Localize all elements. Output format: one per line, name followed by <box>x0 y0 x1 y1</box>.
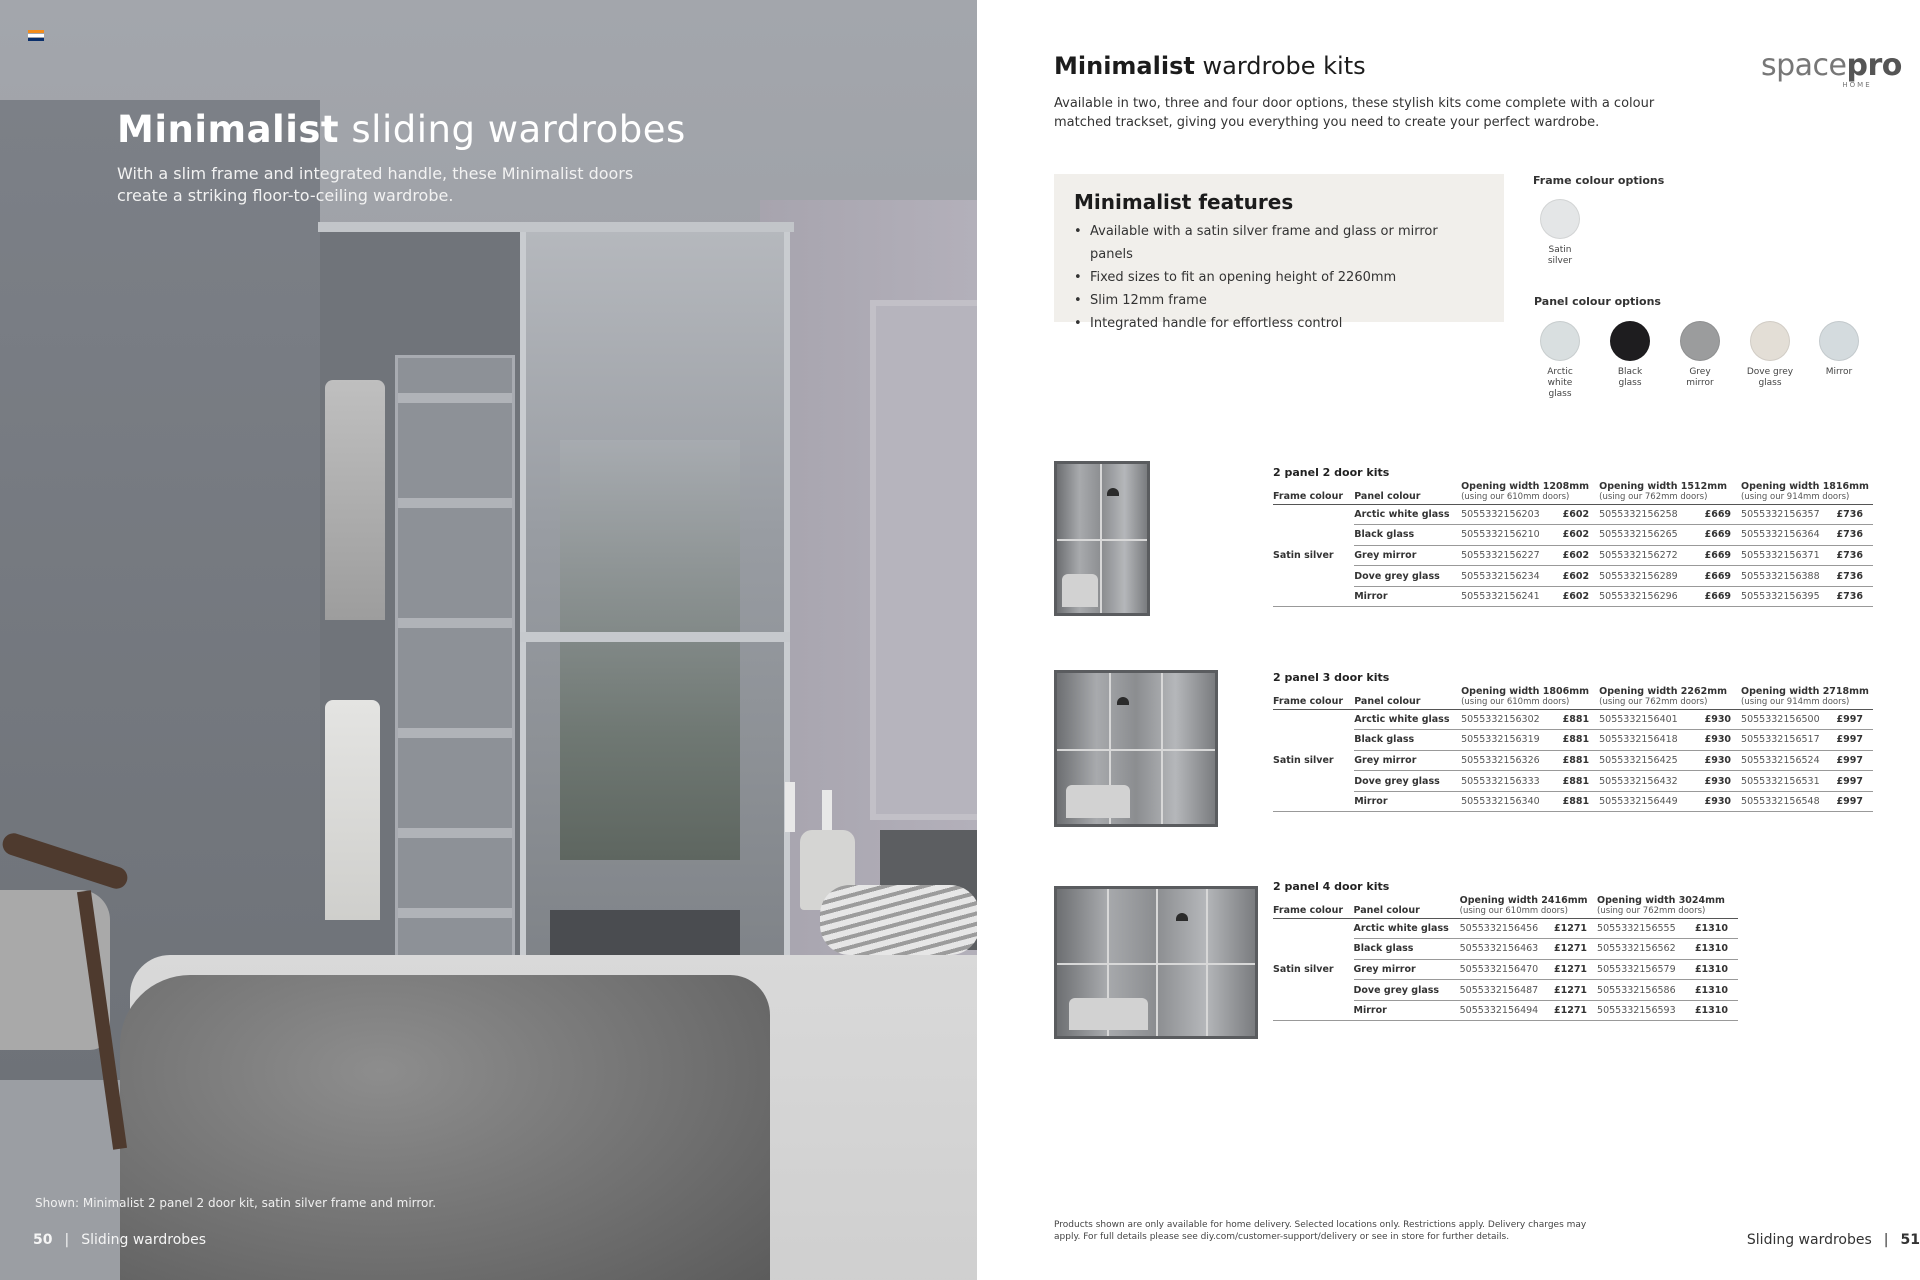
frame-colour-cell <box>1273 939 1354 960</box>
table-row <box>1273 730 1873 751</box>
kit-title: 2 panel 3 door kits <box>1273 671 1390 684</box>
price-cell: £1310 <box>1694 980 1738 1001</box>
price-cell: £997 <box>1834 730 1873 751</box>
price-cell: £930 <box>1698 771 1741 792</box>
frame-colour-cell: Satin silver <box>1273 754 1334 766</box>
swatch-label: Satin silver <box>1547 245 1573 266</box>
frame-colour-cell <box>1273 566 1354 587</box>
product-code-cell: 5055332156296 <box>1599 586 1698 607</box>
price-cell: £1310 <box>1694 918 1738 939</box>
product-code-cell: 5055332156456 <box>1460 918 1551 939</box>
panel-colour-cell: Grey mirror <box>1354 545 1461 566</box>
price-cell: £881 <box>1554 709 1600 730</box>
price-cell: £736 <box>1834 525 1873 546</box>
frame-options-title: Frame colour options <box>1533 174 1665 187</box>
swatch-label: Arctic white glass <box>1547 367 1573 399</box>
product-code-cell: 5055332156579 <box>1597 959 1694 980</box>
table-row <box>1273 771 1873 792</box>
kit-image-4-door <box>1054 886 1258 1039</box>
opening-width-header: Opening width 3024mm (using our 762mm doors) <box>1597 892 1738 918</box>
price-cell: £930 <box>1698 750 1741 771</box>
product-code-cell: 5055332156562 <box>1597 939 1694 960</box>
delivery-disclaimer: Products shown are only available for home delivery. Selected locations only. Restrictions apply. Delivery charges may apply. For full details please see diy.com/customer-support/delivery or see in store for further details. <box>1054 1220 1587 1242</box>
feature-item: • Slim 12mm frame <box>1074 289 1484 312</box>
product-code-cell: 5055332156524 <box>1741 750 1834 771</box>
frame-colour-cell <box>1273 709 1354 730</box>
candle <box>785 782 795 832</box>
panel-colour-cell: Mirror <box>1354 791 1461 812</box>
features-list <box>1074 220 1484 335</box>
price-cell: £881 <box>1554 750 1600 771</box>
kit-image-2-door <box>1054 461 1150 616</box>
price-cell: £602 <box>1554 545 1600 566</box>
product-code-cell: 5055332156203 <box>1461 504 1553 525</box>
brand-logo: spacepro HOME <box>1761 48 1902 89</box>
product-code-cell: 5055332156517 <box>1741 730 1834 751</box>
kit-image-3-door <box>1054 670 1218 827</box>
panel-colour-cell: Mirror <box>1354 586 1461 607</box>
swatch-label: Black glass <box>1617 367 1643 388</box>
price-cell: £1271 <box>1551 959 1597 980</box>
price-cell: £1310 <box>1694 959 1738 980</box>
price-cell: £930 <box>1698 791 1741 812</box>
section-name: Sliding wardrobes <box>1746 1232 1872 1248</box>
panel-colour-cell: Arctic white glass <box>1354 918 1460 939</box>
price-cell: £1271 <box>1551 918 1597 939</box>
price-cell: £669 <box>1698 525 1741 546</box>
swatch-dot <box>1540 199 1580 239</box>
right-page <box>977 0 1920 1280</box>
shelf <box>398 908 512 918</box>
price-cell: £997 <box>1834 791 1873 812</box>
page-title: Minimalist sliding wardrobes <box>117 108 686 151</box>
product-code-cell: 5055332156265 <box>1599 525 1698 546</box>
panel-colour-cell: Grey mirror <box>1354 959 1460 980</box>
product-code-cell: 5055332156333 <box>1461 771 1553 792</box>
features-box <box>1054 174 1504 331</box>
frame-colour-cell: Satin silver <box>1273 549 1334 561</box>
panel-colour-cell: Black glass <box>1354 525 1461 546</box>
product-code-cell: 5055332156395 <box>1741 586 1834 607</box>
page-footer: Sliding wardrobes | 51 <box>1746 1232 1920 1248</box>
product-code-cell: 5055332156470 <box>1460 959 1551 980</box>
price-cell: £602 <box>1554 504 1600 525</box>
frame-colour-cell <box>1273 1000 1354 1021</box>
table-row <box>1273 504 1873 525</box>
page-number: 50 <box>33 1232 53 1248</box>
product-code-cell: 5055332156401 <box>1599 709 1698 730</box>
price-cell: £669 <box>1698 504 1741 525</box>
shelf <box>398 498 512 508</box>
price-cell: £1271 <box>1551 1000 1597 1021</box>
price-cell: £881 <box>1554 730 1600 751</box>
reflected-bed <box>1062 574 1098 607</box>
product-code-cell: 5055332156319 <box>1461 730 1553 751</box>
wardrobe-track <box>318 222 794 232</box>
swatch-dot <box>1610 321 1650 361</box>
swatch-dot <box>1540 321 1580 361</box>
opening-width-header: Opening width 1806mm (using our 610mm doors) <box>1461 683 1599 709</box>
panel-colour-cell: Dove grey glass <box>1354 980 1460 1001</box>
pendant-lamp <box>1107 488 1119 496</box>
table-row <box>1273 709 1873 730</box>
kit-table-4-door <box>1273 892 1738 1021</box>
price-cell: £930 <box>1698 730 1741 751</box>
frame-colour-header: Frame colour <box>1273 683 1354 709</box>
table-row <box>1273 586 1873 607</box>
panel-colour-cell: Arctic white glass <box>1354 709 1461 730</box>
product-code-cell: 5055332156531 <box>1741 771 1834 792</box>
price-cell: £881 <box>1554 791 1600 812</box>
price-cell: £736 <box>1834 545 1873 566</box>
opening-width-header: Opening width 2262mm (using our 762mm doors) <box>1599 683 1741 709</box>
product-code-cell: 5055332156371 <box>1741 545 1834 566</box>
price-cell: £736 <box>1834 504 1873 525</box>
feature-item: • Available with a satin silver frame and glass or mirror panels <box>1074 220 1484 266</box>
panel-colour-cell: Black glass <box>1354 730 1461 751</box>
product-code-cell: 5055332156326 <box>1461 750 1553 771</box>
price-cell: £669 <box>1698 566 1741 587</box>
frame-colour-cell <box>1273 586 1354 607</box>
product-code-cell: 5055332156500 <box>1741 709 1834 730</box>
armchair <box>0 830 140 1160</box>
panel-colour-cell: Mirror <box>1354 1000 1460 1021</box>
shelf <box>398 393 512 403</box>
panel-swatch[interactable] <box>1670 321 1730 389</box>
kit-title: 2 panel 4 door kits <box>1273 880 1390 893</box>
frame-colour-cell <box>1273 791 1354 812</box>
shelf <box>398 618 512 628</box>
feature-item: • Fixed sizes to fit an opening height of 2260mm <box>1074 266 1484 289</box>
shelf <box>398 828 512 838</box>
hanging-clothes <box>325 380 385 620</box>
panel-rail <box>1057 963 1255 965</box>
panel-rail <box>1057 749 1215 751</box>
product-code-cell: 5055332156555 <box>1597 918 1694 939</box>
panel-swatch[interactable] <box>1530 321 1590 400</box>
price-cell: £602 <box>1554 586 1600 607</box>
product-code-cell: 5055332156302 <box>1461 709 1553 730</box>
striped-pillow <box>820 885 977 955</box>
table-row <box>1273 525 1873 546</box>
swatch-dot <box>1680 321 1720 361</box>
opening-width-header: Opening width 2416mm (using our 610mm doors) <box>1460 892 1597 918</box>
price-cell: £669 <box>1698 586 1741 607</box>
price-cell: £736 <box>1834 586 1873 607</box>
price-cell: £1271 <box>1551 980 1597 1001</box>
frame-colour-header: Frame colour <box>1273 892 1354 918</box>
opening-width-header: Opening width 2718mm (using our 914mm doors) <box>1741 683 1873 709</box>
product-code-cell: 5055332156272 <box>1599 545 1698 566</box>
panel-options-title: Panel colour options <box>1534 295 1661 308</box>
page-subtitle: With a slim frame and integrated handle, these Minimalist doors create a striking floor-to-ceiling wardrobe. <box>117 164 634 205</box>
opening-width-header: Opening width 1208mm (using our 610mm doors) <box>1461 478 1599 504</box>
frame-swatch[interactable] <box>1530 199 1590 267</box>
frame-colour-cell <box>1273 730 1354 751</box>
price-cell: £736 <box>1834 566 1873 587</box>
product-code-cell: 5055332156364 <box>1741 525 1834 546</box>
frame-colour-cell: Satin silver <box>1273 963 1334 975</box>
product-code-cell: 5055332156234 <box>1461 566 1553 587</box>
swatch-label: Mirror <box>1825 367 1853 377</box>
panel-colour-header: Panel colour <box>1354 892 1460 918</box>
table-row <box>1273 939 1738 960</box>
features-title: Minimalist features <box>1074 190 1294 214</box>
mirror-reflection <box>560 440 740 860</box>
reflected-bed <box>1069 998 1148 1030</box>
shelf <box>398 728 512 738</box>
panel-rail <box>1057 539 1147 541</box>
product-code-cell: 5055332156210 <box>1461 525 1553 546</box>
price-cell: £1310 <box>1694 1000 1738 1021</box>
reflected-bed <box>1066 785 1129 818</box>
frame-colour-cell <box>1273 771 1354 792</box>
product-code-cell: 5055332156241 <box>1461 586 1553 607</box>
frame-colour-cell <box>1273 525 1354 546</box>
panel-colour-header: Panel colour <box>1354 478 1461 504</box>
product-code-cell: 5055332156418 <box>1599 730 1698 751</box>
price-cell: £1271 <box>1551 939 1597 960</box>
wardrobe-shelving <box>395 355 515 975</box>
product-code-cell: 5055332156425 <box>1599 750 1698 771</box>
opening-width-header: Opening width 1512mm (using our 762mm doors) <box>1599 478 1741 504</box>
panel-colour-cell: Arctic white glass <box>1354 504 1461 525</box>
window-frame <box>870 300 977 820</box>
door-rail <box>520 632 790 642</box>
feature-item: • Integrated handle for effortless control <box>1074 312 1484 335</box>
price-cell: £997 <box>1834 750 1873 771</box>
kit-table-3-door <box>1273 683 1873 812</box>
panel-swatch[interactable] <box>1809 321 1869 378</box>
panel-colour-cell: Black glass <box>1354 939 1460 960</box>
price-cell: £669 <box>1698 545 1741 566</box>
brand-mark-icon <box>28 30 44 42</box>
product-code-cell: 5055332156586 <box>1597 980 1694 1001</box>
product-code-cell: 5055332156548 <box>1741 791 1834 812</box>
price-cell: £1310 <box>1694 939 1738 960</box>
kits-title: Minimalist wardrobe kits <box>1054 52 1366 80</box>
product-code-cell: 5055332156388 <box>1741 566 1834 587</box>
product-code-cell: 5055332156357 <box>1741 504 1834 525</box>
kits-intro: Available in two, three and four door options, these stylish kits come complete with a colour matched trackset, giving you everything you need to create your perfect wardrobe. <box>1054 96 1655 130</box>
page-footer: 50 | Sliding wardrobes <box>33 1232 207 1248</box>
product-code-cell: 5055332156227 <box>1461 545 1553 566</box>
panel-swatch[interactable] <box>1740 321 1800 389</box>
panel-colour-cell: Dove grey glass <box>1354 771 1461 792</box>
frame-colour-cell <box>1273 980 1354 1001</box>
hanging-shirt <box>325 700 380 920</box>
table-row <box>1273 566 1873 587</box>
product-code-cell: 5055332156494 <box>1460 1000 1551 1021</box>
table-row <box>1273 750 1873 771</box>
price-cell: £602 <box>1554 566 1600 587</box>
kit-title: 2 panel 2 door kits <box>1273 466 1390 479</box>
price-cell: £602 <box>1554 525 1600 546</box>
panel-colour-cell: Dove grey glass <box>1354 566 1461 587</box>
page-number: 51 <box>1900 1232 1920 1248</box>
knitted-blanket <box>120 975 770 1280</box>
price-cell: £997 <box>1834 771 1873 792</box>
product-code-cell: 5055332156340 <box>1461 791 1553 812</box>
price-cell: £930 <box>1698 709 1741 730</box>
chair-arm <box>0 830 130 891</box>
pendant-lamp <box>1117 697 1129 705</box>
panel-colour-header: Panel colour <box>1354 683 1461 709</box>
swatch-dot <box>1750 321 1790 361</box>
product-code-cell: 5055332156432 <box>1599 771 1698 792</box>
table-row <box>1273 959 1738 980</box>
swatch-label: Dove grey glass <box>1746 367 1794 388</box>
price-cell: £881 <box>1554 771 1600 792</box>
table-row <box>1273 791 1873 812</box>
table-row <box>1273 1000 1738 1021</box>
table-row <box>1273 545 1873 566</box>
panel-swatch[interactable] <box>1600 321 1660 389</box>
pendant-lamp <box>1176 913 1188 921</box>
product-code-cell: 5055332156289 <box>1599 566 1698 587</box>
product-code-cell: 5055332156258 <box>1599 504 1698 525</box>
swatch-dot <box>1819 321 1859 361</box>
table-row <box>1273 980 1738 1001</box>
frame-colour-cell <box>1273 918 1354 939</box>
opening-width-header: Opening width 1816mm (using our 914mm doors) <box>1741 478 1873 504</box>
photo-caption: Shown: Minimalist 2 panel 2 door kit, satin silver frame and mirror. <box>35 1196 437 1210</box>
section-name: Sliding wardrobes <box>81 1232 207 1248</box>
panel-colour-cell: Grey mirror <box>1354 750 1461 771</box>
product-code-cell: 5055332156593 <box>1597 1000 1694 1021</box>
product-code-cell: 5055332156487 <box>1460 980 1551 1001</box>
product-code-cell: 5055332156449 <box>1599 791 1698 812</box>
kit-table-2-door <box>1273 478 1873 607</box>
frame-colour-cell <box>1273 504 1354 525</box>
table-row <box>1273 918 1738 939</box>
product-code-cell: 5055332156463 <box>1460 939 1551 960</box>
swatch-label: Grey mirror <box>1686 367 1714 388</box>
price-cell: £997 <box>1834 709 1873 730</box>
frame-colour-header: Frame colour <box>1273 478 1354 504</box>
